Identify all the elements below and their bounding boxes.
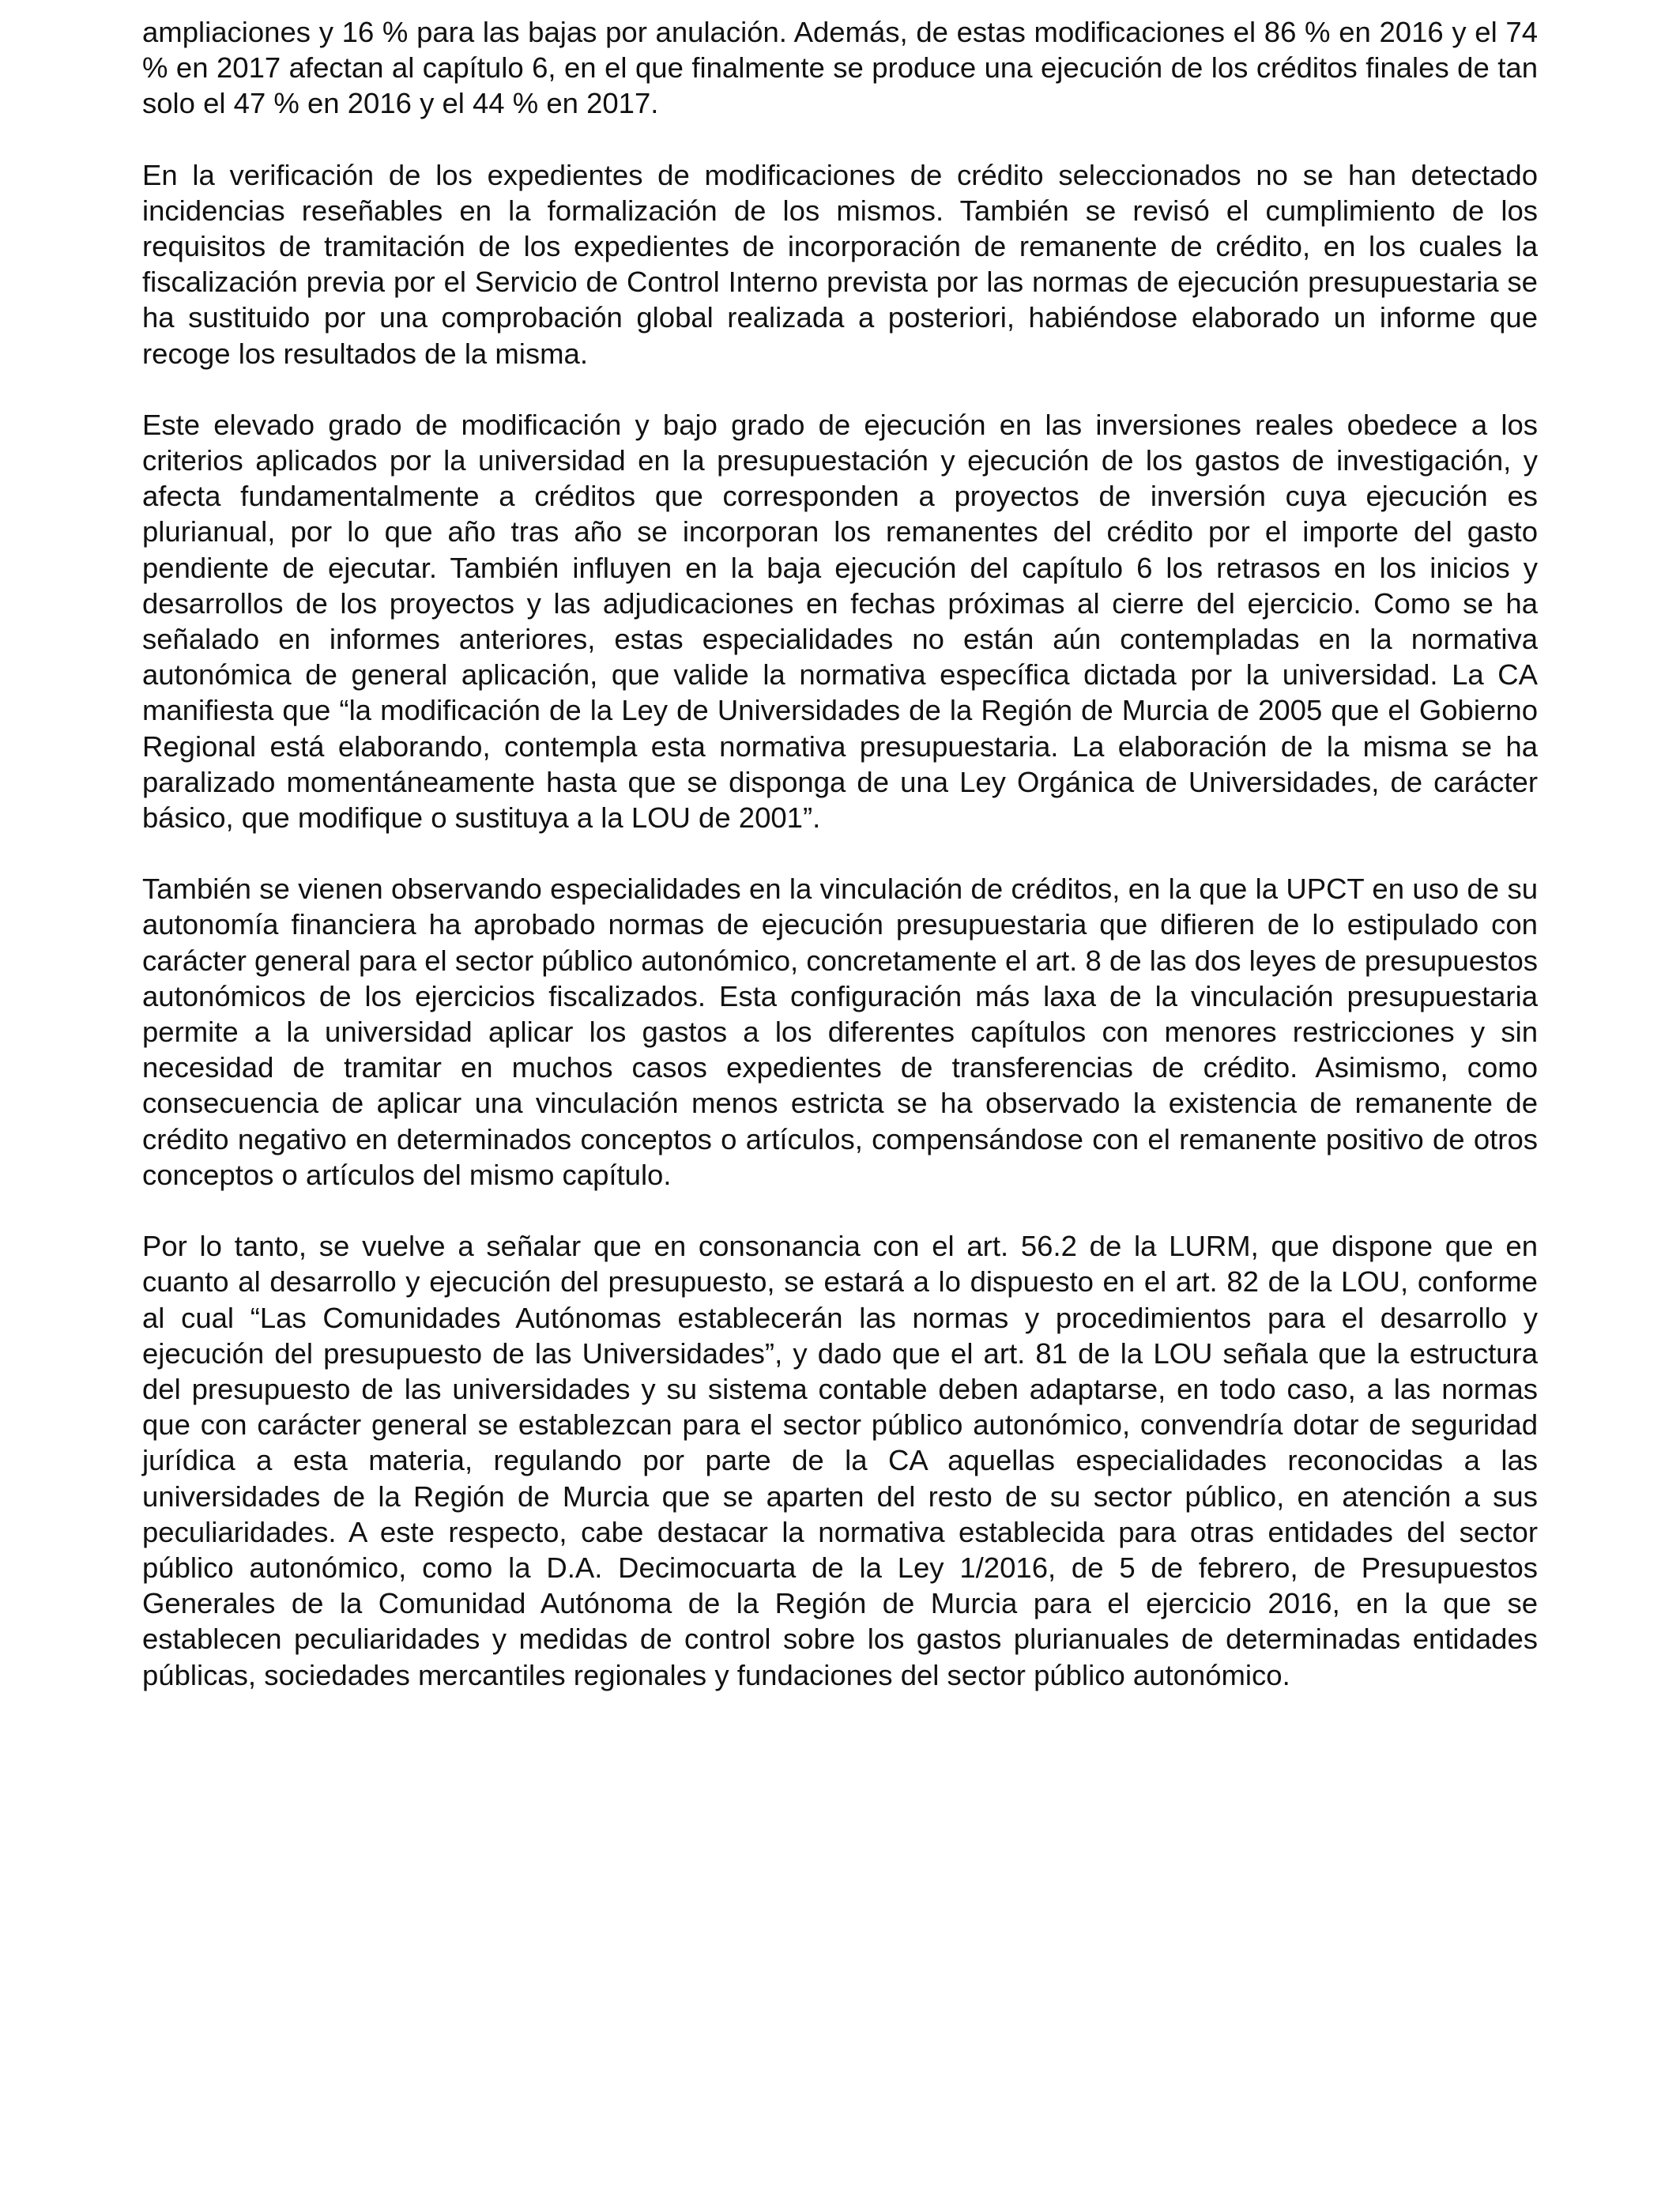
paragraph-seguridad-juridica: Por lo tanto, se vuelve a señalar que en consonancia con el art. 56.2 de la LURM, que dispone que en cuanto al desarrollo y ejecución del presupuesto, se estará a lo dispuesto en el art. 82 de la LOU, conforme al cual “Las Comunidades Autónomas establecerán las normas y procedimientos para el desarrollo y ejecución del presupuesto de las Universidades”, y dado que el art. 81 de la LOU señala que la estructura del presupuesto de las universidades y su sistema contable deben adaptarse, en todo caso, a las normas que con carácter general se establezcan para el sector público autonómico, convendría dotar de seguridad jurídica a esta materia, regulando por parte de la CA aquellas especialidades reconocidas a las universidades de la Región de Murcia que se aparten del resto de su sector público, en atención a sus peculiaridades. A este respecto, cabe destacar la normativa establecida para otras entidades del sector público autonómico, como la D.A. Decimocuarta de la Ley 1/2016, de 5 de febrero, de Presupuestos Generales de la Comunidad Autónoma de la Región de Murcia para el ejercicio 2016, en la que se establecen peculiaridades y medidas de control sobre los gastos plurianuales de determinadas entidades públicas, sociedades mercantiles regionales y fundaciones del sector público autonómico. [142,1230,1538,1691]
paragraph-grado-ejecucion-inversiones: Este elevado grado de modificación y bajo grado de ejecución en las inversiones reales obedece a los criterios aplicados por la universidad en la presupuestación y ejecución de los gastos de investigación, y afecta fundamentalmente a créditos que corresponden a proyectos de inversión cuya ejecución es plurianual, por lo que año tras año se incorporan los remanentes del crédito por el importe del gasto pendiente de ejecutar. También influyen en la baja ejecución del capítulo 6 los retrasos en los inicios y desarrollos de los proyectos y las adjudicaciones en fechas próximas al cierre del ejercicio. Como se ha señalado en informes anteriores, estas especialidades no están aún contempladas en la normativa autonómica de general aplicación, que valide la normativa específica dictada por la universidad. La CA manifiesta que “la modificación de la Ley de Universidades de la Región de Murcia de 2005 que el Gobierno Regional está elaborando, contempla esta normativa presupuestaria. La elaboración de la misma se ha paralizado momentáneamente hasta que se disponga de una Ley Orgánica de Universidades, de carácter básico, que modifique o sustituya a la LOU de 2001”. [142,408,1538,835]
paragraph-verificacion-expedientes: En la verificación de los expedientes de modificaciones de crédito seleccionados no se han detectado incidencias reseñables en la formalización de los mismos. También se revisó el cumplimiento de los requisitos de tramitación de los expedientes de incorporación de remanente de crédito, en los cuales la fiscalización previa por el Servicio de Control Interno prevista por las normas de ejecución presupuestaria se ha sustituido por una comprobación global realizada a posteriori, habiéndose elaborado un informe que recoge los resultados de la misma. [142,158,1538,370]
paragraph-vinculacion-creditos: También se vienen observando especialidades en la vinculación de créditos, en la que la UPCT en uso de su autonomía financiera ha aprobado normas de ejecución presupuestaria que difieren de lo estipulado con carácter general para el sector público autonómico, concretamente el art. 8 de las dos leyes de presupuestos autonómicos de los ejercicios fiscalizados. Esta configuración más laxa de la vinculación presupuestaria permite a la universidad aplicar los gastos a los diferentes capítulos con menores restricciones y sin necesidad de tramitar en muchos casos expedientes de transferencias de crédito. Asimismo, como consecuencia de aplicar una vinculación menos estricta se ha observado la existencia de remanente de crédito negativo en determinados conceptos o artículos, compensándose con el remanente positivo de otros conceptos o artículos del mismo capítulo. [142,873,1538,1191]
document-page [142,14,1538,1728]
paragraph-modificaciones-capitulo-6: ampliaciones y 16 % para las bajas por anulación. Además, de estas modificaciones el 86 % en 2016 y el 74 % en 2017 afectan al capítulo 6, en el que finalmente se produce una ejecución de los créditos finales de tan solo el 47 % en 2016 y el 44 % en 2017. [142,16,1538,120]
